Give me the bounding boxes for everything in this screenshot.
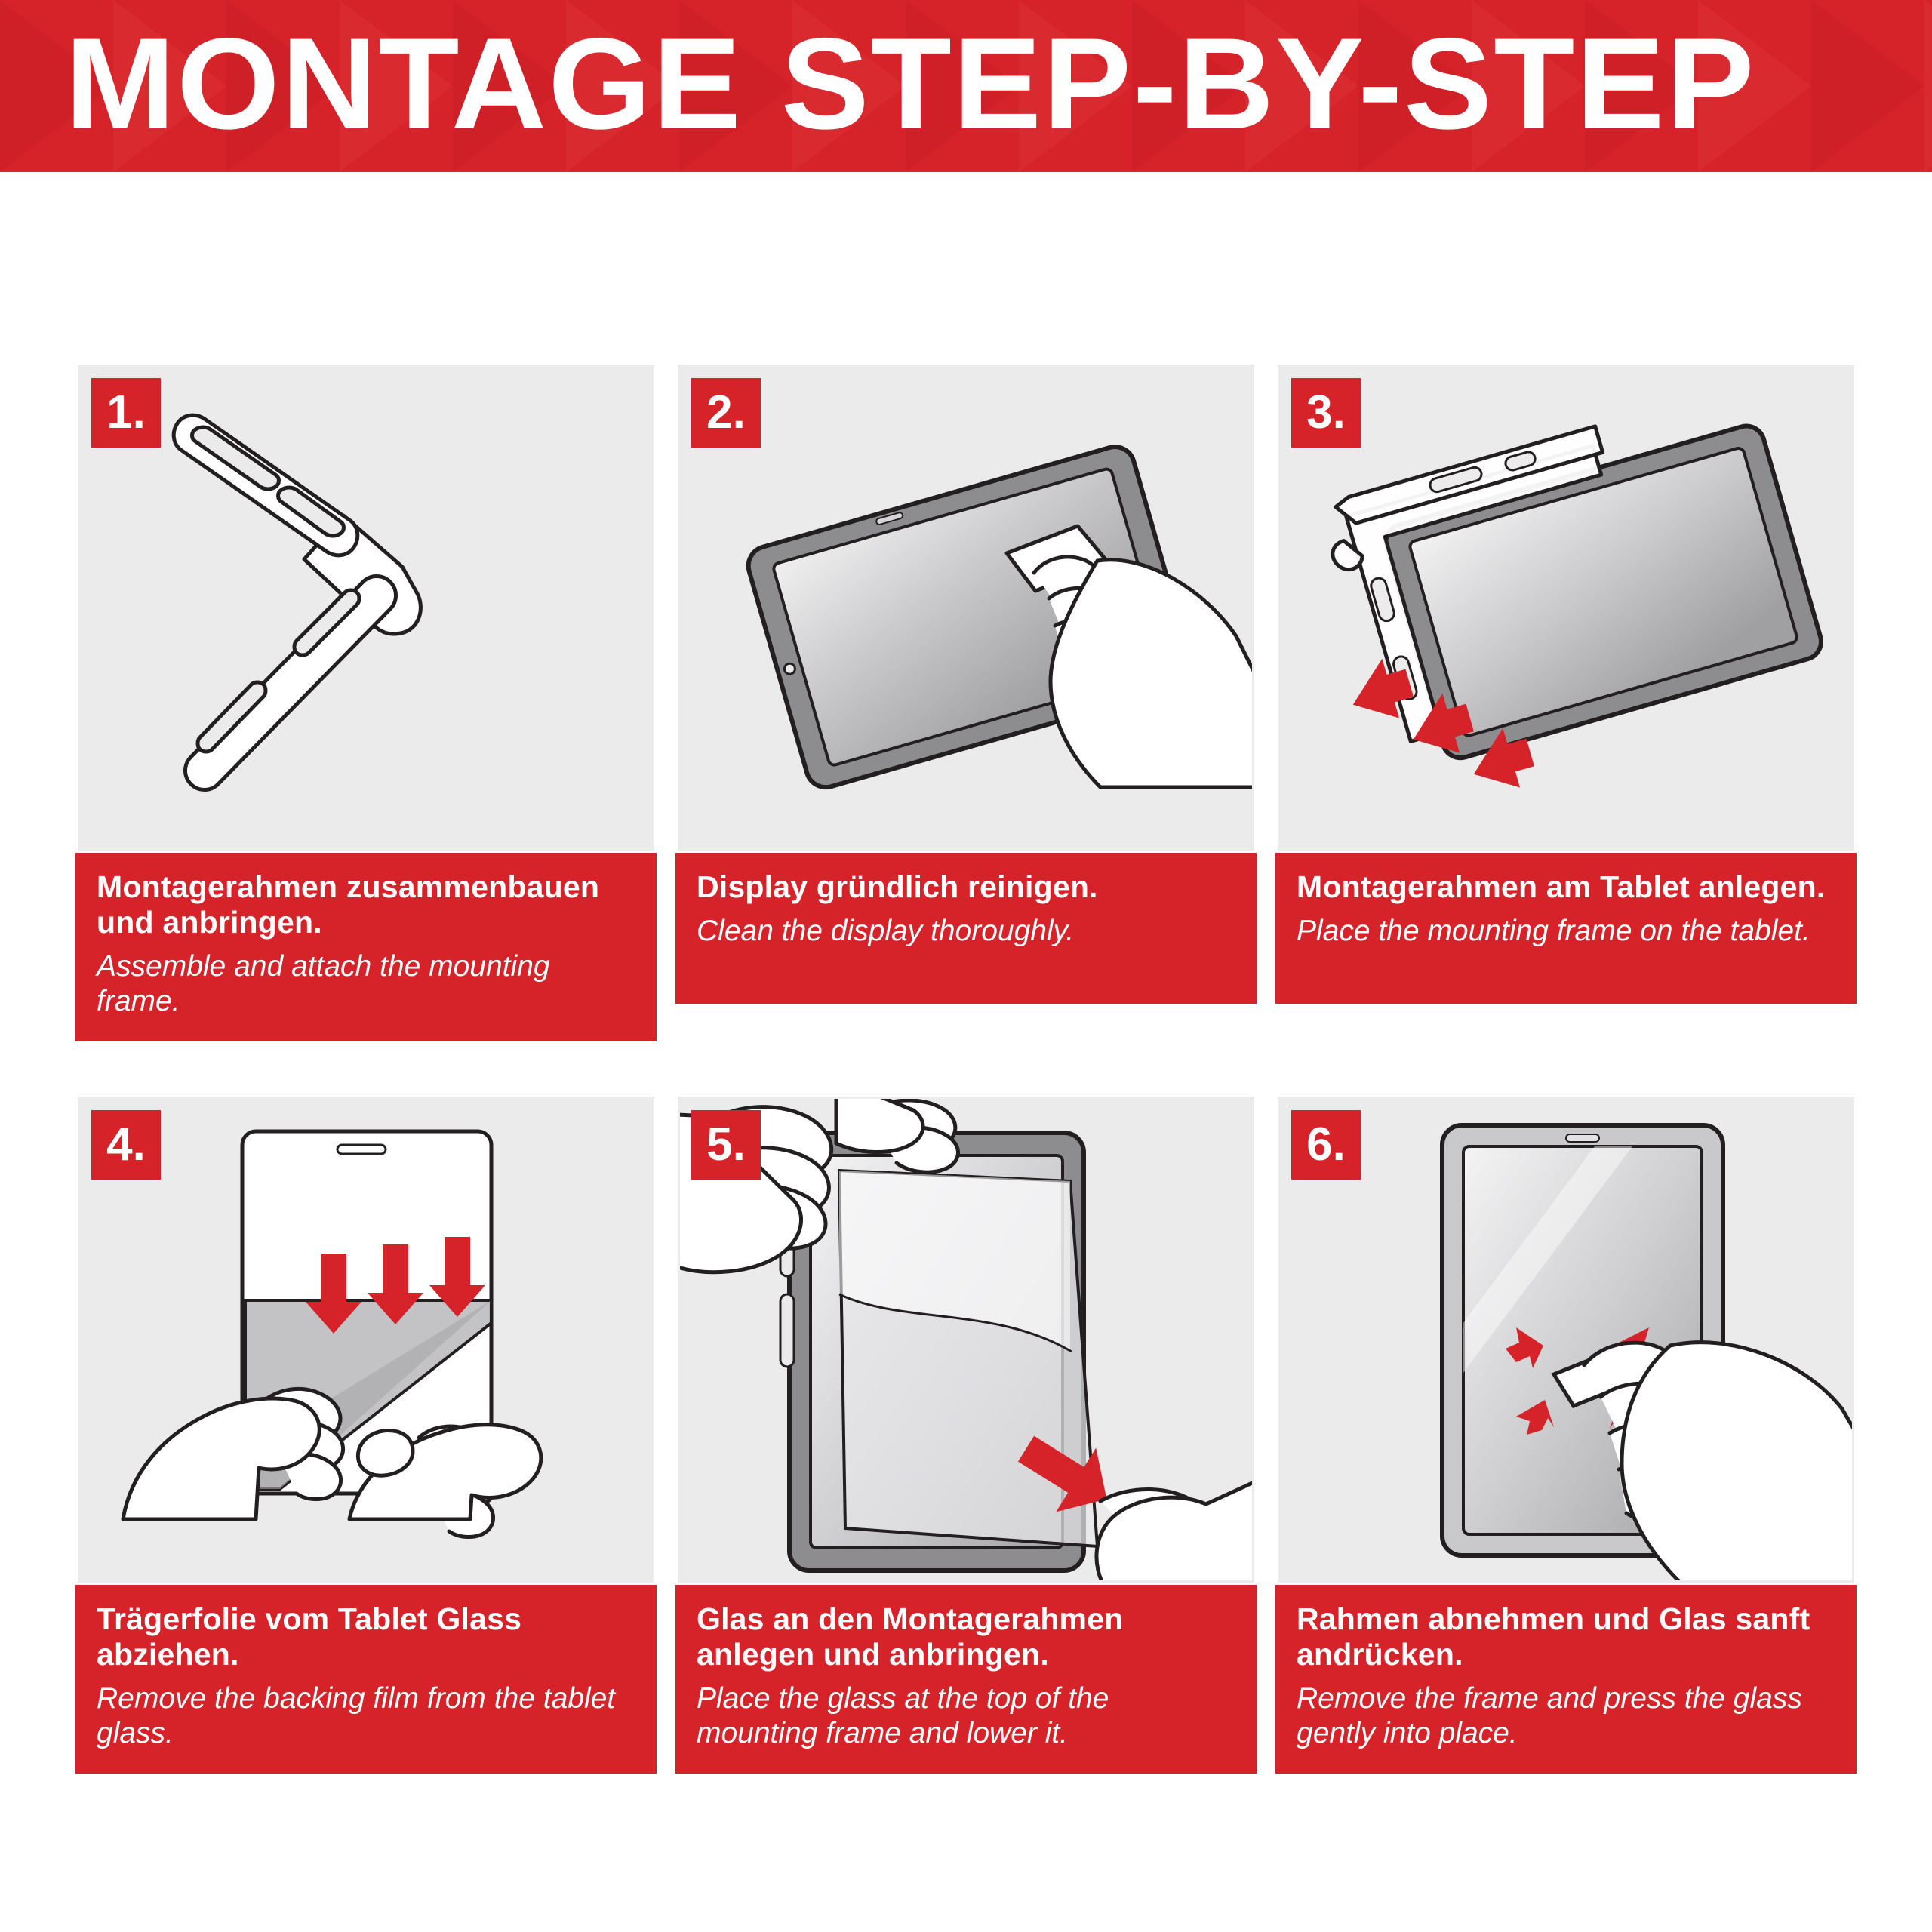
step-number-6: 6.: [1291, 1110, 1361, 1180]
step-number-1: 1.: [91, 378, 161, 448]
step-caption-en-3: Place the mounting frame on the tablet.: [1297, 915, 1810, 947]
step-caption-5: [675, 1585, 1257, 1774]
step-card-1: [75, 362, 657, 1041]
step-illustration-1: [75, 362, 657, 853]
step-caption-6: [1275, 1585, 1857, 1774]
step-caption-de-2: Display gründlich reinigen.: [697, 869, 1098, 904]
step-number-3: 3.: [1291, 378, 1361, 448]
step-caption-de-1: Montagerahmen zusammenbauen und anbringen.: [97, 869, 600, 940]
step-number-2: 2.: [691, 378, 761, 448]
step-caption-en-6: Remove the frame and press the glass gently into place.: [1297, 1682, 1802, 1749]
step-number-5: 5.: [691, 1110, 761, 1180]
step-card-2: [675, 362, 1257, 1004]
hands-lowering-glass-onto-frame-icon: [678, 1097, 1257, 1585]
step-illustration-5: [675, 1094, 1257, 1585]
step-caption-de-6: Rahmen abnehmen und Glas sanft andrücken.: [1297, 1601, 1810, 1672]
step-caption-en-2: Clean the display thoroughly.: [697, 915, 1075, 947]
step-caption-de-3: Montagerahmen am Tablet anlegen.: [1297, 869, 1826, 904]
step-card-6: [1275, 1094, 1857, 1774]
step-caption-de-4: Trägerfolie vom Tablet Glass abziehen.: [97, 1601, 522, 1672]
step-caption-4: [75, 1585, 657, 1774]
steps-grid: [0, 172, 1932, 1932]
hand-cleaning-tablet-display-icon: [678, 365, 1257, 853]
step-caption-de-5: Glas an den Montagerahmen anlegen und anbringen.: [697, 1601, 1124, 1672]
step-number-4: 4.: [91, 1110, 161, 1180]
step-illustration-3: [1275, 362, 1857, 853]
step-card-5: [675, 1094, 1257, 1774]
page-title: MONTAGE STEP-BY-STEP: [65, 11, 1756, 156]
step-caption-2: [675, 853, 1257, 1004]
step-caption-1: [75, 853, 657, 1041]
hand-pressing-glass-icon: [1278, 1097, 1857, 1585]
step-caption-en-4: Remove the backing film from the tablet glass.: [97, 1682, 616, 1749]
step-caption-3: [1275, 853, 1857, 1004]
mounting-frame-assembly-icon: [78, 365, 657, 853]
step-illustration-6: [1275, 1094, 1857, 1585]
step-caption-en-5: Place the glass at the top of the mounting frame and lower it.: [697, 1682, 1109, 1749]
step-card-4: [75, 1094, 657, 1774]
header-banner: [0, 0, 1932, 172]
frame-aligned-to-tablet-icon: [1278, 365, 1857, 853]
step-caption-en-1: Assemble and attach the mounting frame.: [97, 950, 550, 1017]
step-illustration-4: [75, 1094, 657, 1585]
hands-peeling-backing-film-icon: [78, 1097, 657, 1585]
step-card-3: [1275, 362, 1857, 1004]
step-illustration-2: [675, 362, 1257, 853]
